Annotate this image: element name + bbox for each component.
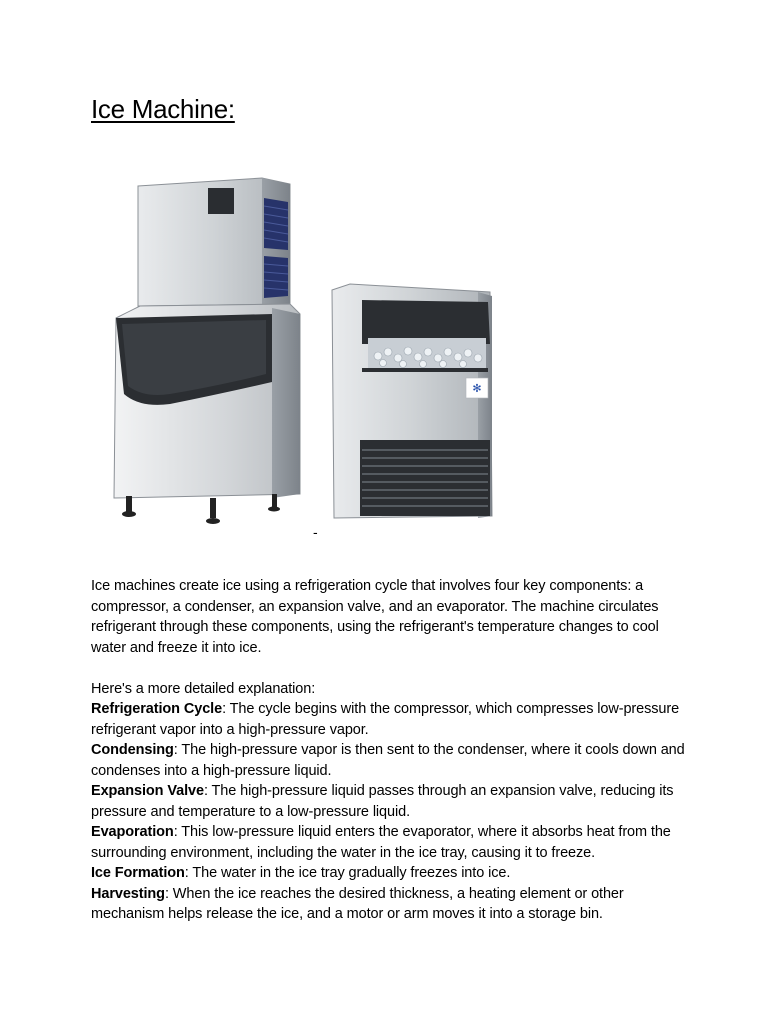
step-term: Refrigeration Cycle — [91, 701, 223, 717]
intro-paragraph: Ice machines create ice using a refrigeration cycle that involves four key components: a compressor, a condenser, an expansion valve, and an evaporator. The machine circulates refrigerant through these components, using the refrigerant's temperature changes to cool water and freeze it into ice. — [91, 578, 659, 656]
step-item — [91, 884, 691, 925]
svg-text:✻: ✻ — [472, 382, 482, 395]
ice-machines-photo — [100, 168, 510, 538]
modular-ice-machine-icon — [114, 178, 300, 524]
document-body — [91, 576, 691, 925]
step-item — [91, 781, 691, 822]
step-term: Condensing — [91, 742, 174, 758]
step-term: Evaporation — [91, 824, 174, 840]
step-term: Ice Formation — [91, 865, 185, 881]
step-item — [91, 740, 691, 781]
lead-line: Here's a more detailed explanation: — [91, 680, 316, 697]
step-term: Expansion Valve — [91, 783, 204, 799]
step-item — [91, 822, 691, 863]
step-item — [91, 863, 691, 884]
step-text: : The water in the ice tray gradually freezes into ice. — [184, 865, 511, 881]
step-term: Harvesting — [91, 885, 165, 902]
step-item — [91, 699, 691, 740]
step-text: : This low-pressure liquid enters the evaporator, where it absorbs heat from the surrounding environment, including the water in the ice tray, causing it to freeze. — [91, 824, 671, 861]
step-text: : The high-pressure vapor is then sent to the condenser, where it cools down and condenses into a high-pressure liquid. — [91, 742, 685, 779]
figure-separator: - — [313, 524, 318, 540]
undercounter-ice-machine-icon — [332, 284, 492, 518]
step-text: : The cycle begins with the compressor, which compresses low-pressure refrigerant vapor into a high-pressure vapor. — [91, 701, 680, 738]
page-title: Ice Machine: — [91, 94, 235, 124]
step-text: : When the ice reaches the desired thickness, a heating element or other mechanism helps release the ice, and a motor or arm moves it into a storage bin. — [91, 885, 624, 922]
step-text: : The high-pressure liquid passes through an expansion valve, reducing its pressure and temperature to a low-pressure liquid. — [91, 783, 674, 820]
